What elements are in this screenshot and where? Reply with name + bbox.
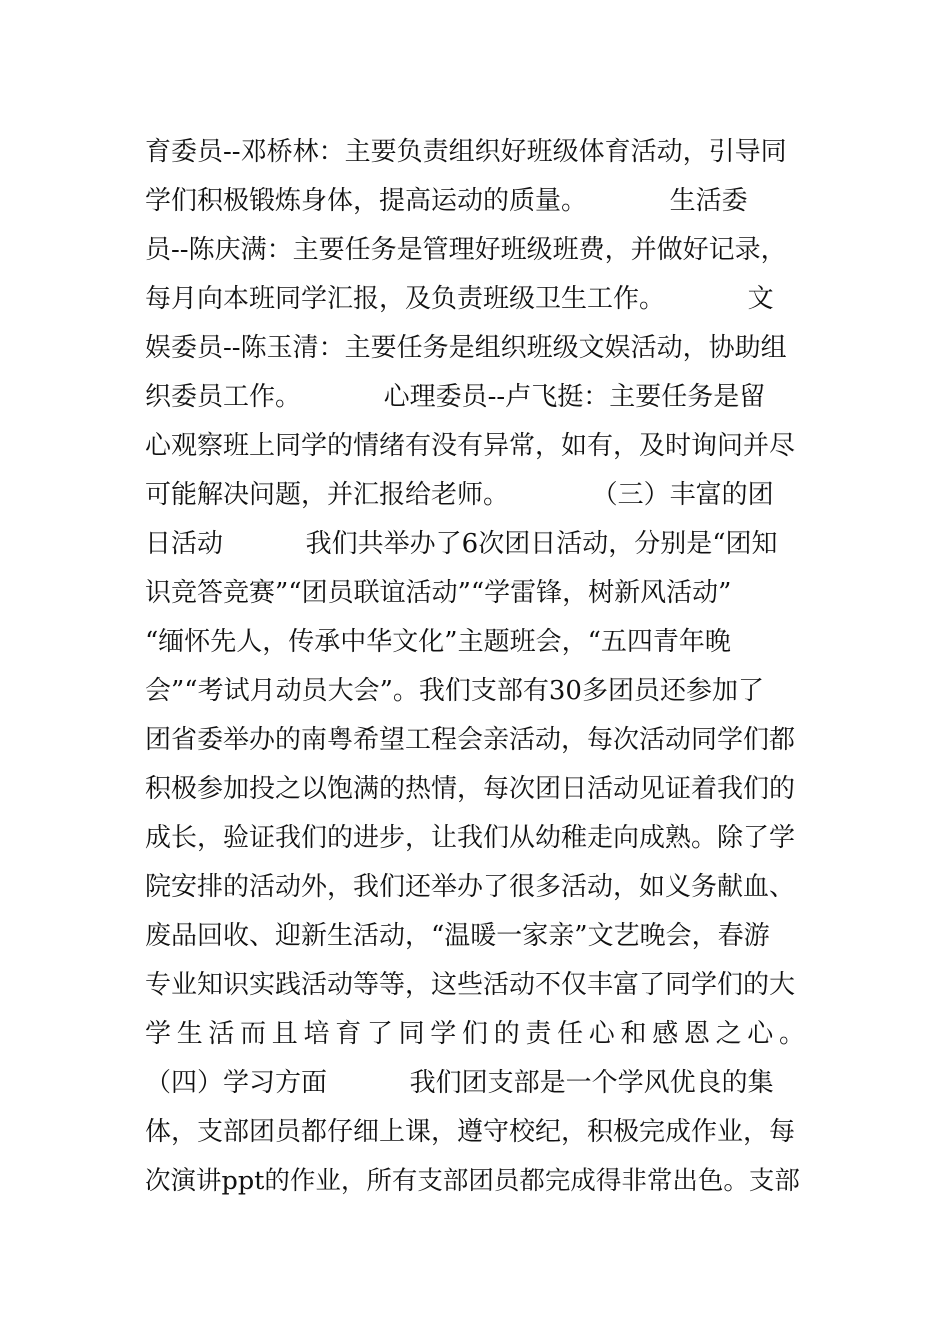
- text-line: 每月向本班同学汇报，及负责班级卫生工作。 文: [145, 284, 774, 314]
- text-line: 育委员--邓桥林：主要负责组织好班级体育活动，引导同: [145, 137, 787, 167]
- text-line: 织委员工作。 心理委员--卢飞挺：主要任务是留: [145, 382, 766, 412]
- text-line: 次演讲ppt的作业，所有支部团员都完成得非常出色。支部: [145, 1166, 800, 1196]
- text-line: 专业知识实践活动等等，这些活动不仅丰富了同学们的大: [145, 970, 796, 1000]
- text-line: 学们积极锻炼身体，提高运动的质量。 生活委: [145, 186, 748, 216]
- text-line: 团省委举办的南粤希望工程会亲活动，每次活动同学们都: [145, 725, 796, 755]
- text-line: 可能解决问题，并汇报给老师。 （三）丰富的团: [145, 480, 774, 510]
- text-line: 体，支部团员都仔细上课，遵守校纪，积极完成作业，每: [145, 1117, 796, 1147]
- text-line: 院安排的活动外，我们还举办了很多活动，如义务献血、: [145, 872, 796, 902]
- text-line: 日活动 我们共举办了6次团日活动，分别是“团知: [145, 529, 778, 559]
- text-line: 积极参加投之以饱满的热情，每次团日活动见证着我们的: [145, 774, 796, 804]
- text-line: 识竞答竞赛”“团员联谊活动”“学雷锋，树新风活动”: [145, 578, 732, 608]
- text-line: 成长，验证我们的进步，让我们从幼稚走向成熟。除了学: [145, 823, 796, 853]
- text-line: 娱委员--陈玉清：主要任务是组织班级文娱活动，协助组: [145, 333, 787, 363]
- text-line: “缅怀先人，传承中华文化”主题班会，“五四青年晚: [145, 627, 731, 657]
- text-line: 员--陈庆满：主要任务是管理好班级班费，并做好记录，: [145, 235, 787, 265]
- text-line: 废品回收、迎新生活动，“温暖一家亲”文艺晚会，春游: [145, 921, 770, 951]
- text-line: 心观察班上同学的情绪有没有异常，如有，及时询问并尽: [145, 431, 796, 461]
- text-line: 学生活而且培育了同学们的责任心和感恩之心。: [145, 1019, 805, 1049]
- text-line: 会”“考试月动员大会”。我们支部有30多团员还参加了: [145, 676, 764, 706]
- text-line: （四）学习方面 我们团支部是一个学风优良的集: [145, 1068, 774, 1098]
